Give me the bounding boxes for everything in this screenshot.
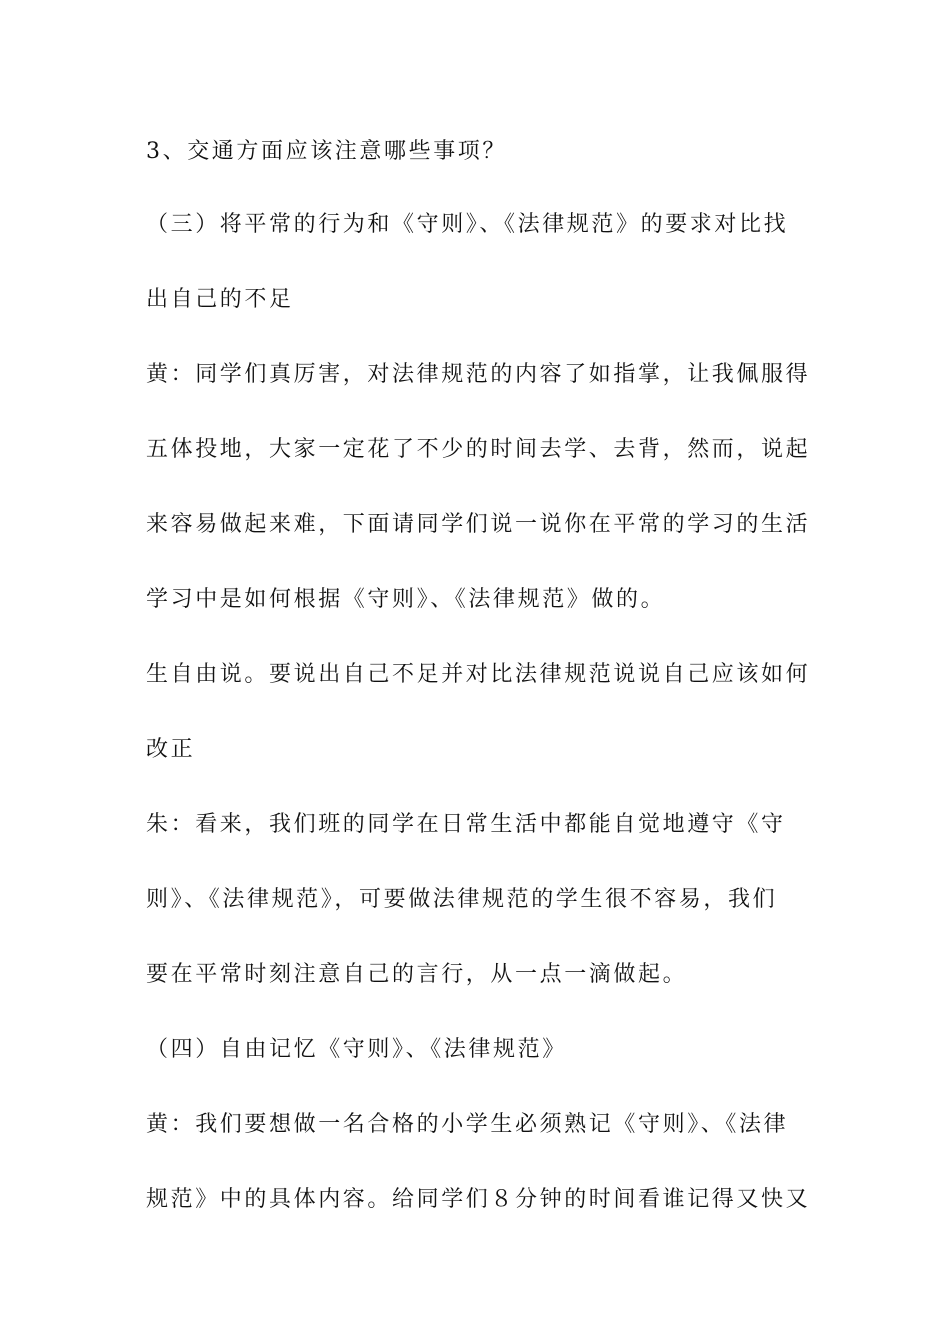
- paragraph-huang-2-line-2: 规范》中的具体内容。给同学们８分钟的时间看谁记得又快又: [146, 1187, 811, 1212]
- paragraph-students-line-2: 改正: [146, 737, 196, 762]
- question-3: 3、交通方面应该注意哪些事项？: [146, 139, 507, 164]
- paragraph-huang-1-line-2: 五体投地，大家一定花了不少的时间去学、去背，然而，说起: [146, 437, 811, 462]
- paragraph-zhu-line-1: 朱：看来，我们班的同学在日常生活中都能自觉地遵守《守: [146, 812, 786, 837]
- paragraph-zhu-line-3: 要在平常时刻注意自己的言行，从一点一滴做起。: [146, 962, 688, 987]
- paragraph-huang-1-line-4: 学习中是如何根据《守则》、《法律规范》做的。: [146, 587, 666, 612]
- section-3-heading-line-2: 出自己的不足: [146, 287, 294, 312]
- paragraph-huang-1-line-3: 来容易做起来难，下面请同学们说一说你在平常的学习的生活: [146, 512, 811, 537]
- paragraph-huang-1-line-1: 黄：同学们真厉害，对法律规范的内容了如指掌，让我佩服得: [146, 362, 811, 387]
- paragraph-students-line-1: 生自由说。要说出自己不足并对比法律规范说说自己应该如何: [146, 662, 811, 687]
- section-3-heading-line-1: （三）将平常的行为和《守则》、《法律规范》的要求对比找: [146, 212, 789, 237]
- section-4-heading: （四）自由记忆《守则》、《法律规范》: [146, 1037, 567, 1062]
- paragraph-zhu-line-2: 则》、《法律规范》，可要做法律规范的学生很不容易，我们: [146, 887, 778, 912]
- paragraph-huang-2-line-1: 黄：我们要想做一名合格的小学生必须熟记《守则》、《法律: [146, 1112, 789, 1137]
